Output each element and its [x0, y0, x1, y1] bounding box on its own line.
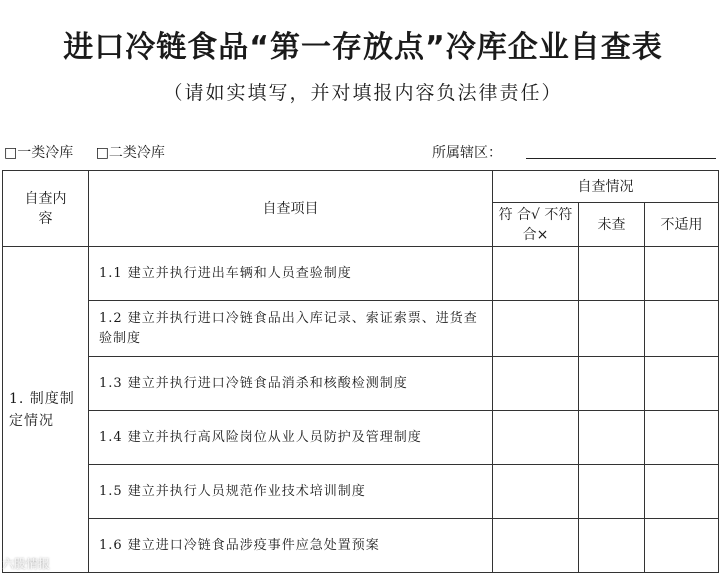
checkbox-type-2[interactable]: □二类冷库 [95, 145, 165, 161]
cell-not-applicable-1-5[interactable] [645, 465, 719, 519]
cell-not-checked-1-3[interactable] [579, 357, 645, 411]
cell-comply-1-2[interactable] [493, 301, 579, 357]
check-item-1-2: 1.2 建立并执行进口冷链食品出入库记录、索证索票、进货查验制度 [89, 301, 493, 357]
header-self-check-content: 自查内容 [3, 171, 89, 247]
category-cell: 1. 制度制定情况 [3, 247, 89, 573]
cell-not-checked-1-1[interactable] [579, 247, 645, 301]
check-item-1-1: 1.1 建立并执行进出车辆和人员查验制度 [89, 247, 493, 301]
check-item-1-6: 1.6 建立进口冷链食品涉疫事件应急处置预案 [89, 519, 493, 573]
cell-not-applicable-1-3[interactable] [645, 357, 719, 411]
district-label: 所属辖区： [432, 145, 502, 161]
cell-not-applicable-1-4[interactable] [645, 411, 719, 465]
check-item-1-4: 1.4 建立并执行高风险岗位从业人员防护及管理制度 [89, 411, 493, 465]
cell-not-checked-1-6[interactable] [579, 519, 645, 573]
cell-comply-1-5[interactable] [493, 465, 579, 519]
check-item-1-3: 1.3 建立并执行进口冷链食品消杀和核酸检测制度 [89, 357, 493, 411]
checkbox-type-1[interactable]: □一类冷库 [4, 145, 74, 161]
cell-comply-1-1[interactable] [493, 247, 579, 301]
cell-not-checked-1-2[interactable] [579, 301, 645, 357]
watermark: 六股情报 [2, 557, 51, 571]
cell-comply-1-4[interactable] [493, 411, 579, 465]
cell-comply-1-3[interactable] [493, 357, 579, 411]
cold-storage-type-options [4, 142, 183, 162]
cell-not-checked-1-5[interactable] [579, 465, 645, 519]
page-subtitle: （请如实填写，并对填报内容负法律责任） [163, 82, 563, 104]
check-item-1-5: 1.5 建立并执行人员规范作业技术培训制度 [89, 465, 493, 519]
self-check-table [2, 170, 719, 573]
header-comply: 符 合√ 不符合× [493, 203, 579, 247]
district-input-line[interactable] [526, 158, 716, 159]
header-status: 自查情况 [493, 171, 719, 203]
header-not-checked: 未查 [579, 203, 645, 247]
header-self-check-item: 自查项目 [89, 171, 493, 247]
cell-not-applicable-1-2[interactable] [645, 301, 719, 357]
cell-comply-1-6[interactable] [493, 519, 579, 573]
cell-not-applicable-1-6[interactable] [645, 519, 719, 573]
cell-not-checked-1-4[interactable] [579, 411, 645, 465]
header-not-applicable: 不适用 [645, 203, 719, 247]
page-title: 进口冷链食品“第一存放点”冷库企业自查表 [63, 30, 663, 65]
cell-not-applicable-1-1[interactable] [645, 247, 719, 301]
